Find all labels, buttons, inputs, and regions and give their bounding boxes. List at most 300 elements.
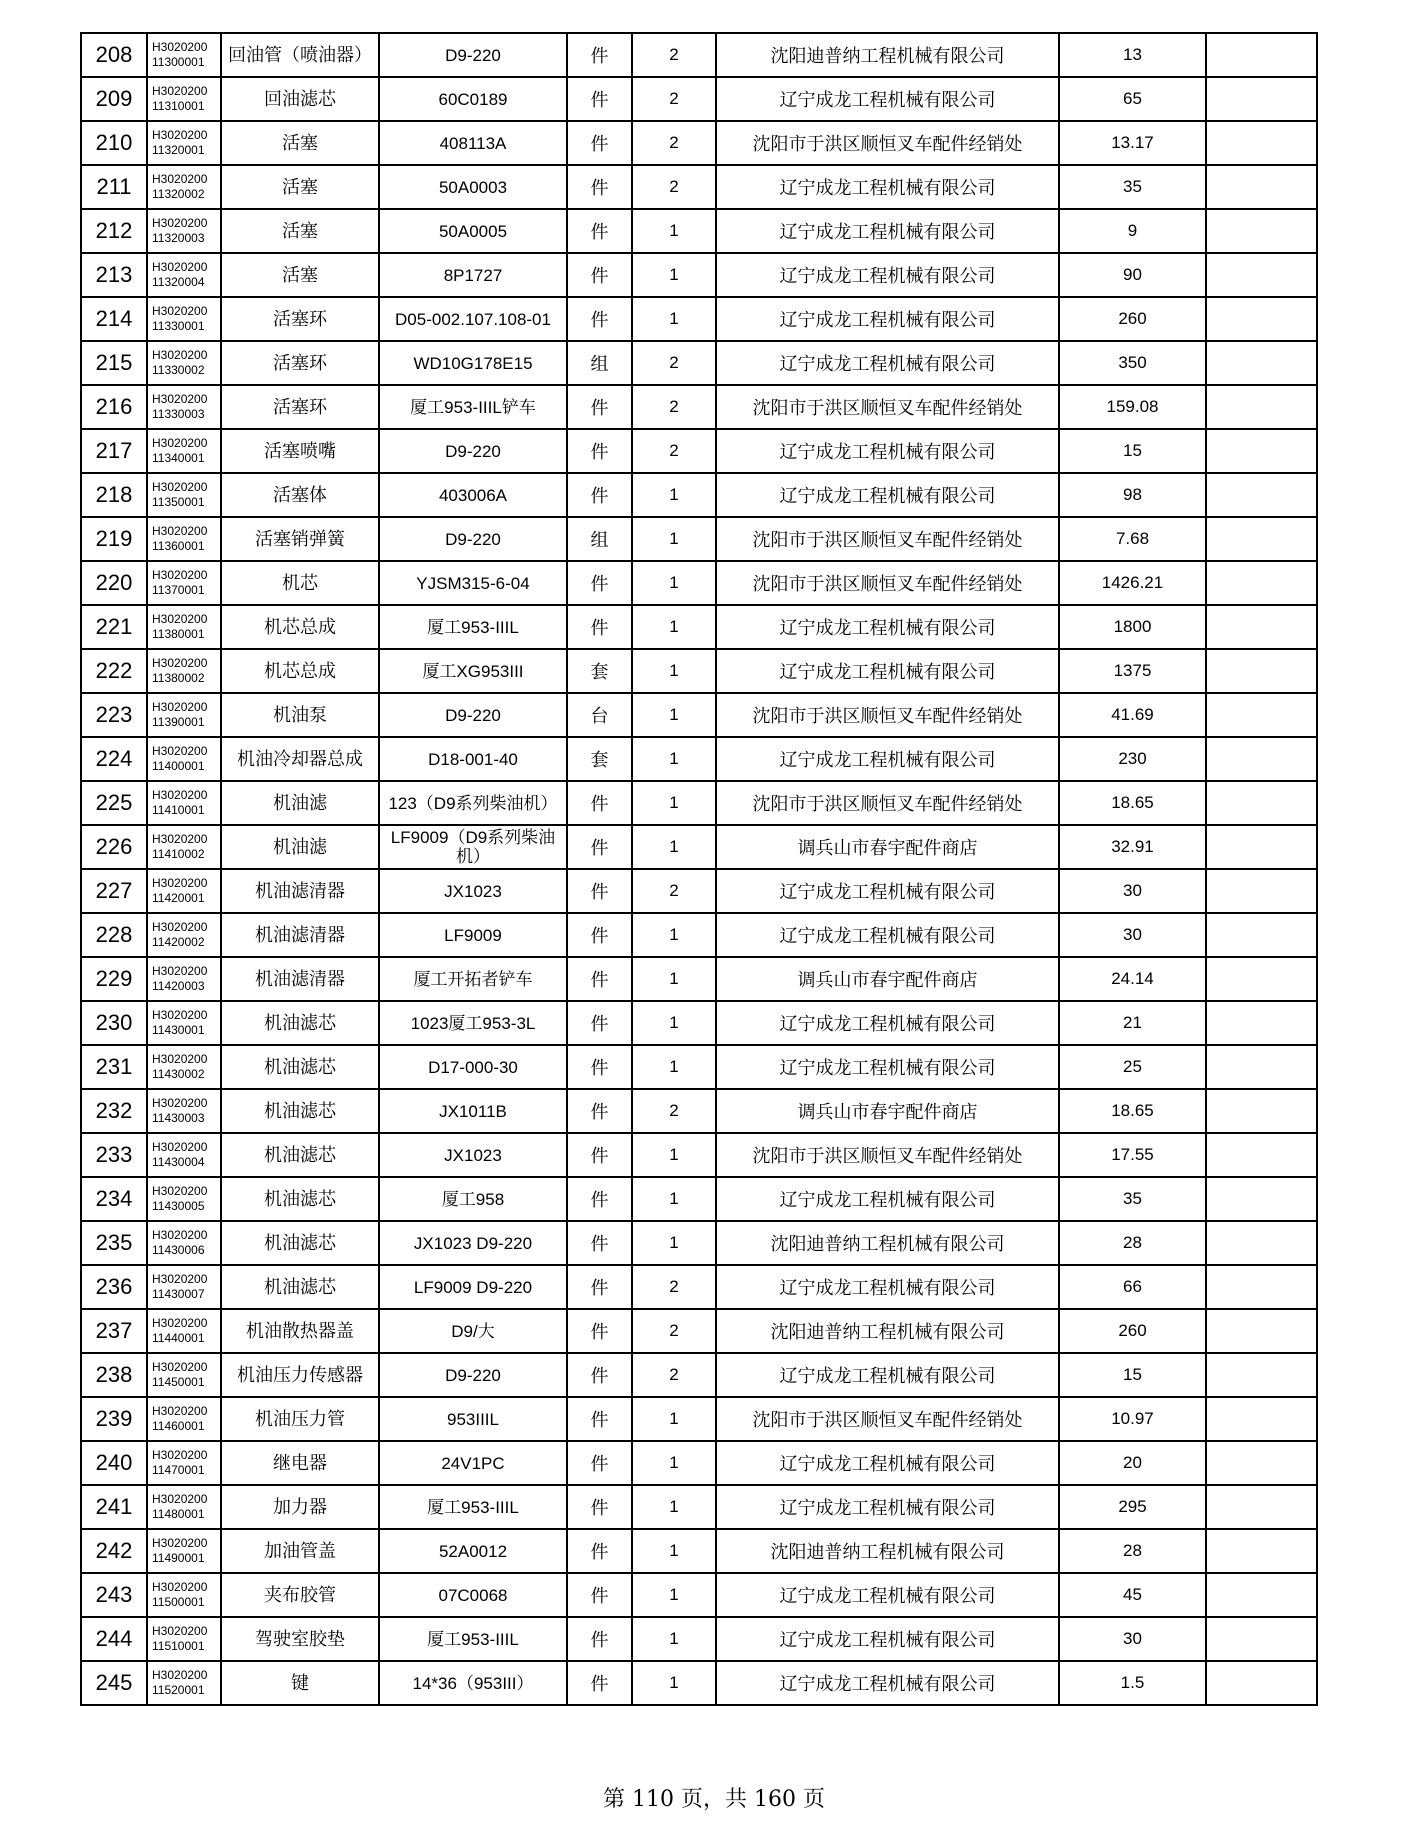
- item-quantity: 2: [632, 165, 716, 209]
- table-row: [81, 913, 1317, 957]
- item-code-part: 11430007: [152, 1287, 205, 1301]
- table-row: [81, 957, 1317, 1001]
- item-note: [1206, 473, 1317, 517]
- item-code-part: 11330003: [152, 407, 205, 421]
- item-model: 厦工958: [379, 1177, 567, 1221]
- item-code-part: H3020200: [152, 964, 208, 978]
- parts-table: [80, 32, 1318, 1706]
- item-code-part: 11320004: [152, 275, 205, 289]
- item-price: 15: [1059, 429, 1206, 473]
- item-quantity: 2: [632, 121, 716, 165]
- item-model: 403006A: [379, 473, 567, 517]
- item-price: 295: [1059, 1485, 1206, 1529]
- row-number: 212: [81, 209, 147, 253]
- item-price: 66: [1059, 1265, 1206, 1309]
- table-row: [81, 561, 1317, 605]
- item-name: 活塞: [221, 165, 379, 209]
- item-price: 32.91: [1059, 825, 1206, 869]
- item-price: 10.97: [1059, 1397, 1206, 1441]
- row-number: 238: [81, 1353, 147, 1397]
- item-vendor: 辽宁成龙工程机械有限公司: [716, 1485, 1059, 1529]
- item-quantity: 1: [632, 517, 716, 561]
- item-quantity: 1: [632, 1397, 716, 1441]
- item-price: 30: [1059, 1617, 1206, 1661]
- item-unit: 件: [567, 825, 632, 869]
- item-name: 机油滤芯: [221, 1133, 379, 1177]
- item-quantity: 1: [632, 1177, 716, 1221]
- row-number: 224: [81, 737, 147, 781]
- row-number: 227: [81, 869, 147, 913]
- item-code-part: H3020200: [152, 1184, 208, 1198]
- item-note: [1206, 1353, 1317, 1397]
- item-vendor: 辽宁成龙工程机械有限公司: [716, 913, 1059, 957]
- table-row: [81, 209, 1317, 253]
- item-unit: 件: [567, 561, 632, 605]
- item-price: 1375: [1059, 649, 1206, 693]
- table-row: [81, 429, 1317, 473]
- item-quantity: 2: [632, 77, 716, 121]
- table-row: [81, 1221, 1317, 1265]
- item-code: [147, 429, 221, 473]
- table-row: [81, 825, 1317, 869]
- table-row: [81, 165, 1317, 209]
- item-name: 活塞环: [221, 341, 379, 385]
- item-note: [1206, 429, 1317, 473]
- row-number: 240: [81, 1441, 147, 1485]
- item-price: 28: [1059, 1529, 1206, 1573]
- item-note: [1206, 1001, 1317, 1045]
- item-name: 活塞: [221, 209, 379, 253]
- item-vendor: 辽宁成龙工程机械有限公司: [716, 1441, 1059, 1485]
- item-code-part: 11520001: [152, 1683, 205, 1697]
- item-code: [147, 1001, 221, 1045]
- item-name: 加油管盖: [221, 1529, 379, 1573]
- table-row: [81, 297, 1317, 341]
- item-name: 机油滤芯: [221, 1089, 379, 1133]
- table-row: [81, 517, 1317, 561]
- item-price: 98: [1059, 473, 1206, 517]
- row-number: 231: [81, 1045, 147, 1089]
- item-model: JX1023 D9-220: [379, 1221, 567, 1265]
- item-price: 30: [1059, 913, 1206, 957]
- item-model: 953IIIL: [379, 1397, 567, 1441]
- item-name: 机芯总成: [221, 605, 379, 649]
- item-price: 18.65: [1059, 1089, 1206, 1133]
- item-model: D05-002.107.108-01: [379, 297, 567, 341]
- item-code-part: H3020200: [152, 1228, 208, 1242]
- item-name: 机油滤芯: [221, 1177, 379, 1221]
- item-note: [1206, 693, 1317, 737]
- item-unit: 件: [567, 1089, 632, 1133]
- item-quantity: 1: [632, 561, 716, 605]
- item-note: [1206, 1265, 1317, 1309]
- row-number: 223: [81, 693, 147, 737]
- item-code: [147, 1133, 221, 1177]
- item-model: 厦工953-IIIL铲车: [379, 385, 567, 429]
- item-vendor: 沈阳市于洪区顺恒叉车配件经销处: [716, 517, 1059, 561]
- item-note: [1206, 1617, 1317, 1661]
- item-quantity: 1: [632, 693, 716, 737]
- item-price: 45: [1059, 1573, 1206, 1617]
- item-price: 159.08: [1059, 385, 1206, 429]
- item-code-part: H3020200: [152, 876, 208, 890]
- item-unit: 件: [567, 1353, 632, 1397]
- item-price: 17.55: [1059, 1133, 1206, 1177]
- item-code-part: H3020200: [152, 436, 208, 450]
- item-unit: 件: [567, 1133, 632, 1177]
- item-code: [147, 1265, 221, 1309]
- item-code-part: 11430003: [152, 1111, 205, 1125]
- row-number: 219: [81, 517, 147, 561]
- table-row: [81, 1045, 1317, 1089]
- item-code: [147, 1397, 221, 1441]
- item-code-part: 11420001: [152, 891, 205, 905]
- row-number: 229: [81, 957, 147, 1001]
- table-row: [81, 385, 1317, 429]
- item-code: [147, 1177, 221, 1221]
- item-quantity: 2: [632, 429, 716, 473]
- item-code-part: H3020200: [152, 1492, 208, 1506]
- item-code: [147, 869, 221, 913]
- item-unit: 件: [567, 869, 632, 913]
- item-price: 20: [1059, 1441, 1206, 1485]
- item-quantity: 2: [632, 1353, 716, 1397]
- row-number: 213: [81, 253, 147, 297]
- item-vendor: 沈阳市于洪区顺恒叉车配件经销处: [716, 1133, 1059, 1177]
- item-name: 机油滤: [221, 825, 379, 869]
- table-row: [81, 1353, 1317, 1397]
- item-model: D9/大: [379, 1309, 567, 1353]
- item-quantity: 1: [632, 209, 716, 253]
- item-quantity: 2: [632, 33, 716, 77]
- row-number: 228: [81, 913, 147, 957]
- row-number: 215: [81, 341, 147, 385]
- item-name: 机油滤清器: [221, 869, 379, 913]
- item-vendor: 辽宁成龙工程机械有限公司: [716, 297, 1059, 341]
- item-model: LF9009 D9-220: [379, 1265, 567, 1309]
- table-row: [81, 1309, 1317, 1353]
- item-price: 24.14: [1059, 957, 1206, 1001]
- item-note: [1206, 1397, 1317, 1441]
- item-note: [1206, 957, 1317, 1001]
- item-model: D17-000-30: [379, 1045, 567, 1089]
- item-vendor: 辽宁成龙工程机械有限公司: [716, 737, 1059, 781]
- item-quantity: 1: [632, 781, 716, 825]
- item-price: 65: [1059, 77, 1206, 121]
- item-name: 机芯: [221, 561, 379, 605]
- item-code-part: 11380002: [152, 671, 205, 685]
- item-note: [1206, 781, 1317, 825]
- item-model: 8P1727: [379, 253, 567, 297]
- item-unit: 件: [567, 913, 632, 957]
- item-code-part: 11500001: [152, 1595, 205, 1609]
- item-unit: 件: [567, 33, 632, 77]
- item-note: [1206, 517, 1317, 561]
- item-model: LF9009（D9系列柴油机）: [379, 825, 567, 869]
- item-unit: 件: [567, 1045, 632, 1089]
- item-name: 活塞环: [221, 385, 379, 429]
- item-quantity: 1: [632, 1133, 716, 1177]
- item-quantity: 1: [632, 1441, 716, 1485]
- item-code: [147, 1309, 221, 1353]
- item-price: 30: [1059, 869, 1206, 913]
- item-code: [147, 605, 221, 649]
- page-footer: 第 110 页，共 160 页: [603, 1787, 825, 1812]
- item-code-part: 11510001: [152, 1639, 205, 1653]
- item-vendor: 沈阳市于洪区顺恒叉车配件经销处: [716, 781, 1059, 825]
- item-code: [147, 121, 221, 165]
- item-name: 机油冷却器总成: [221, 737, 379, 781]
- item-model: 50A0005: [379, 209, 567, 253]
- item-model: D9-220: [379, 1353, 567, 1397]
- item-code-part: H3020200: [152, 1536, 208, 1550]
- item-note: [1206, 165, 1317, 209]
- item-quantity: 1: [632, 1617, 716, 1661]
- item-unit: 件: [567, 1001, 632, 1045]
- item-unit: 件: [567, 1485, 632, 1529]
- row-number: 220: [81, 561, 147, 605]
- row-number: 216: [81, 385, 147, 429]
- item-code-part: 11410001: [152, 803, 205, 817]
- item-code-part: 11300001: [152, 55, 205, 69]
- item-code-part: 11460001: [152, 1419, 205, 1433]
- item-price: 13.17: [1059, 121, 1206, 165]
- item-code: [147, 1089, 221, 1133]
- item-code-part: H3020200: [152, 1272, 208, 1286]
- row-number: 242: [81, 1529, 147, 1573]
- item-code-part: 11400001: [152, 759, 205, 773]
- item-name: 回油滤芯: [221, 77, 379, 121]
- table-row: [81, 473, 1317, 517]
- item-note: [1206, 1089, 1317, 1133]
- item-name: 机油压力管: [221, 1397, 379, 1441]
- item-unit: 件: [567, 1573, 632, 1617]
- item-model: 厦工XG953III: [379, 649, 567, 693]
- item-model: D9-220: [379, 693, 567, 737]
- item-code: [147, 957, 221, 1001]
- item-vendor: 沈阳迪普纳工程机械有限公司: [716, 1529, 1059, 1573]
- item-code: [147, 561, 221, 605]
- item-vendor: 沈阳市于洪区顺恒叉车配件经销处: [716, 121, 1059, 165]
- item-code: [147, 297, 221, 341]
- table-row: [81, 869, 1317, 913]
- item-price: 35: [1059, 1177, 1206, 1221]
- item-code: [147, 33, 221, 77]
- item-note: [1206, 1221, 1317, 1265]
- item-note: [1206, 1529, 1317, 1573]
- item-code-part: 11340001: [152, 451, 205, 465]
- item-model: 60C0189: [379, 77, 567, 121]
- row-number: 243: [81, 1573, 147, 1617]
- item-name: 驾驶室胶垫: [221, 1617, 379, 1661]
- item-price: 18.65: [1059, 781, 1206, 825]
- item-code-part: 11440001: [152, 1331, 205, 1345]
- item-vendor: 辽宁成龙工程机械有限公司: [716, 1617, 1059, 1661]
- row-number: 236: [81, 1265, 147, 1309]
- item-model: 408113A: [379, 121, 567, 165]
- item-unit: 件: [567, 1265, 632, 1309]
- item-quantity: 1: [632, 1661, 716, 1705]
- item-code: [147, 1661, 221, 1705]
- item-code-part: H3020200: [152, 700, 208, 714]
- item-code-part: H3020200: [152, 348, 208, 362]
- item-model: 厦工开拓者铲车: [379, 957, 567, 1001]
- item-code-part: 11350001: [152, 495, 205, 509]
- item-vendor: 辽宁成龙工程机械有限公司: [716, 209, 1059, 253]
- item-quantity: 2: [632, 385, 716, 429]
- item-code: [147, 385, 221, 429]
- item-unit: 件: [567, 1441, 632, 1485]
- item-code: [147, 209, 221, 253]
- item-code: [147, 1529, 221, 1573]
- item-code-part: 11430004: [152, 1155, 205, 1169]
- item-unit: 件: [567, 781, 632, 825]
- row-number: 217: [81, 429, 147, 473]
- item-name: 加力器: [221, 1485, 379, 1529]
- item-model: D9-220: [379, 517, 567, 561]
- item-code-part: 11480001: [152, 1507, 205, 1521]
- item-model: 07C0068: [379, 1573, 567, 1617]
- item-model: 123（D9系列柴油机）: [379, 781, 567, 825]
- item-quantity: 1: [632, 1221, 716, 1265]
- item-vendor: 辽宁成龙工程机械有限公司: [716, 429, 1059, 473]
- item-unit: 件: [567, 429, 632, 473]
- item-name: 机油滤芯: [221, 1001, 379, 1045]
- item-unit: 套: [567, 737, 632, 781]
- item-model: D9-220: [379, 429, 567, 473]
- item-name: 夹布胶管: [221, 1573, 379, 1617]
- item-note: [1206, 561, 1317, 605]
- item-code-part: 11450001: [152, 1375, 205, 1389]
- item-vendor: 辽宁成龙工程机械有限公司: [716, 253, 1059, 297]
- table-row: [81, 737, 1317, 781]
- item-code-part: 11330002: [152, 363, 205, 377]
- item-code-part: H3020200: [152, 1316, 208, 1330]
- item-quantity: 1: [632, 649, 716, 693]
- item-code-part: H3020200: [152, 788, 208, 802]
- item-note: [1206, 1133, 1317, 1177]
- item-code: [147, 693, 221, 737]
- item-price: 1426.21: [1059, 561, 1206, 605]
- item-code: [147, 737, 221, 781]
- item-vendor: 辽宁成龙工程机械有限公司: [716, 1177, 1059, 1221]
- item-quantity: 1: [632, 1573, 716, 1617]
- item-price: 1.5: [1059, 1661, 1206, 1705]
- item-price: 41.69: [1059, 693, 1206, 737]
- item-unit: 套: [567, 649, 632, 693]
- table-row: [81, 1265, 1317, 1309]
- item-unit: 组: [567, 517, 632, 561]
- row-number: 241: [81, 1485, 147, 1529]
- item-code-part: H3020200: [152, 1404, 208, 1418]
- item-unit: 件: [567, 1309, 632, 1353]
- item-vendor: 辽宁成龙工程机械有限公司: [716, 1573, 1059, 1617]
- item-model: 厦工953-IIIL: [379, 1485, 567, 1529]
- item-price: 13: [1059, 33, 1206, 77]
- item-note: [1206, 1485, 1317, 1529]
- item-unit: 件: [567, 165, 632, 209]
- item-code-part: 11330001: [152, 319, 205, 333]
- item-code: [147, 781, 221, 825]
- item-code-part: 11420002: [152, 935, 205, 949]
- item-code: [147, 1221, 221, 1265]
- item-code-part: 11320003: [152, 231, 205, 245]
- item-code-part: 11360001: [152, 539, 205, 553]
- item-code: [147, 1573, 221, 1617]
- item-code-part: H3020200: [152, 1668, 208, 1682]
- item-code-part: H3020200: [152, 1096, 208, 1110]
- item-model: JX1011B: [379, 1089, 567, 1133]
- row-number: 237: [81, 1309, 147, 1353]
- item-quantity: 2: [632, 869, 716, 913]
- item-code: [147, 473, 221, 517]
- item-name: 机油泵: [221, 693, 379, 737]
- item-code-part: H3020200: [152, 216, 208, 230]
- item-code-part: 11430002: [152, 1067, 205, 1081]
- item-price: 90: [1059, 253, 1206, 297]
- item-vendor: 辽宁成龙工程机械有限公司: [716, 341, 1059, 385]
- item-code-part: 11390001: [152, 715, 205, 729]
- row-number: 230: [81, 1001, 147, 1045]
- table-row: [81, 781, 1317, 825]
- item-quantity: 1: [632, 825, 716, 869]
- item-quantity: 1: [632, 1001, 716, 1045]
- table-row: [81, 1177, 1317, 1221]
- item-vendor: 沈阳迪普纳工程机械有限公司: [716, 1221, 1059, 1265]
- item-name: 机油散热器盖: [221, 1309, 379, 1353]
- item-quantity: 1: [632, 1529, 716, 1573]
- item-note: [1206, 385, 1317, 429]
- item-note: [1206, 1441, 1317, 1485]
- item-price: 21: [1059, 1001, 1206, 1045]
- item-quantity: 1: [632, 473, 716, 517]
- item-code-part: H3020200: [152, 1580, 208, 1594]
- row-number: 226: [81, 825, 147, 869]
- item-note: [1206, 33, 1317, 77]
- item-unit: 件: [567, 473, 632, 517]
- item-code-part: H3020200: [152, 832, 208, 846]
- item-note: [1206, 1573, 1317, 1617]
- item-code: [147, 913, 221, 957]
- item-code-part: H3020200: [152, 656, 208, 670]
- item-name: 机芯总成: [221, 649, 379, 693]
- item-code-part: H3020200: [152, 128, 208, 142]
- item-note: [1206, 209, 1317, 253]
- row-number: 233: [81, 1133, 147, 1177]
- item-model: YJSM315-6-04: [379, 561, 567, 605]
- table-row: [81, 1617, 1317, 1661]
- item-name: 活塞环: [221, 297, 379, 341]
- item-code: [147, 517, 221, 561]
- item-unit: 台: [567, 693, 632, 737]
- item-price: 350: [1059, 341, 1206, 385]
- item-price: 28: [1059, 1221, 1206, 1265]
- item-code-part: H3020200: [152, 1448, 208, 1462]
- item-note: [1206, 1661, 1317, 1705]
- item-code-part: 11380001: [152, 627, 205, 641]
- item-note: [1206, 825, 1317, 869]
- table-row: [81, 33, 1317, 77]
- item-model: 厦工953-IIIL: [379, 1617, 567, 1661]
- item-code-part: H3020200: [152, 1008, 208, 1022]
- item-vendor: 辽宁成龙工程机械有限公司: [716, 1045, 1059, 1089]
- item-quantity: 1: [632, 605, 716, 649]
- row-number: 222: [81, 649, 147, 693]
- table-row: [81, 77, 1317, 121]
- row-number: 218: [81, 473, 147, 517]
- item-quantity: 2: [632, 1309, 716, 1353]
- row-number: 211: [81, 165, 147, 209]
